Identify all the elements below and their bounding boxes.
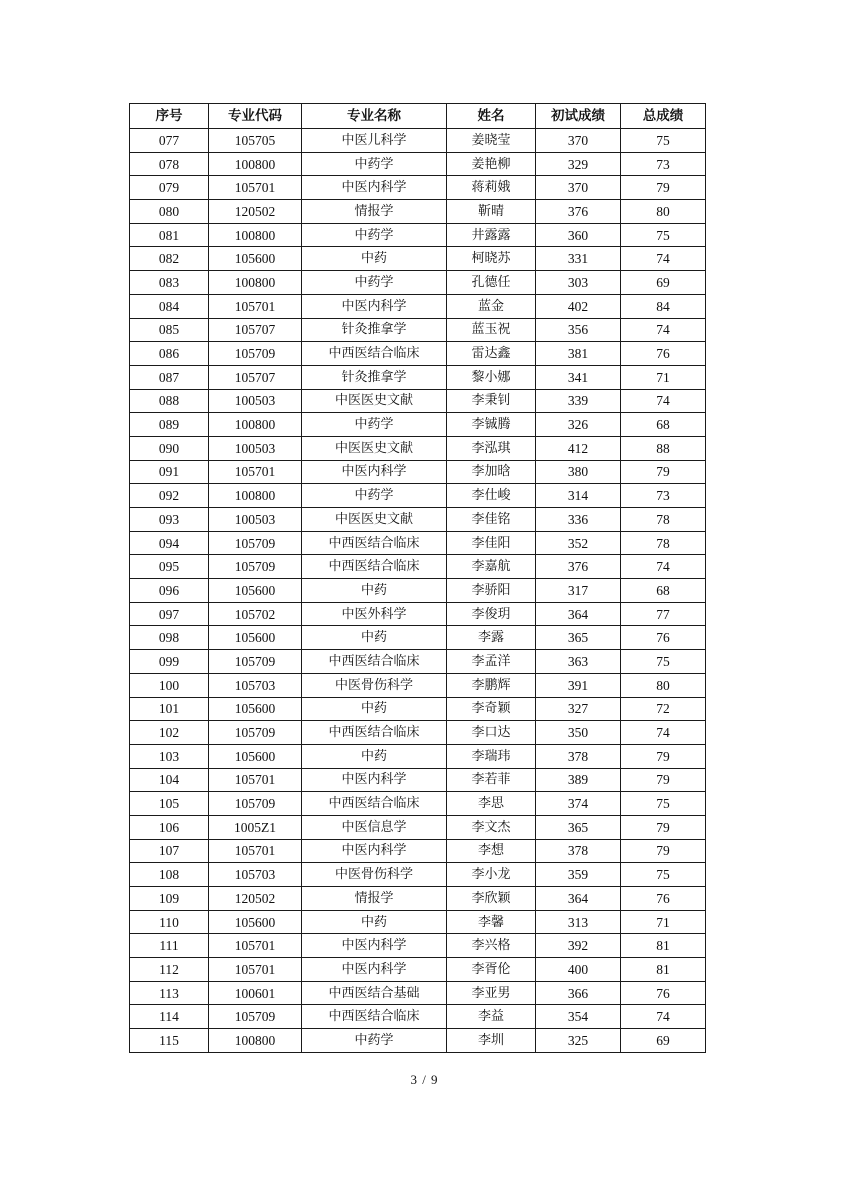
row-initial-score: 364: [536, 602, 621, 626]
row-student-name: 李小龙: [447, 863, 536, 887]
row-major-code: 120502: [209, 200, 302, 224]
row-total-score: 75: [621, 129, 706, 153]
row-seq: 092: [130, 484, 209, 508]
row-total-score: 69: [621, 1029, 706, 1053]
row-initial-score: 380: [536, 460, 621, 484]
row-major-name: 中西医结合临床: [302, 650, 447, 674]
row-major-code: 105705: [209, 129, 302, 153]
row-initial-score: 354: [536, 1005, 621, 1029]
table-row: [130, 1029, 706, 1053]
row-student-name: 李孟洋: [447, 650, 536, 674]
table-row: [130, 484, 706, 508]
table-row: [130, 839, 706, 863]
row-seq: 091: [130, 460, 209, 484]
table-row: [130, 365, 706, 389]
row-total-score: 81: [621, 958, 706, 982]
admission-score-table: [129, 103, 706, 1053]
row-major-code: 105600: [209, 626, 302, 650]
row-major-code: 100800: [209, 413, 302, 437]
row-major-name: 中医医史文献: [302, 389, 447, 413]
row-student-name: 黎小娜: [447, 365, 536, 389]
row-seq: 084: [130, 294, 209, 318]
table-row: [130, 129, 706, 153]
row-initial-score: 363: [536, 650, 621, 674]
row-total-score: 88: [621, 436, 706, 460]
row-major-code: 105709: [209, 342, 302, 366]
row-major-code: 105709: [209, 1005, 302, 1029]
table-row: [130, 887, 706, 911]
row-seq: 101: [130, 697, 209, 721]
row-initial-score: 350: [536, 721, 621, 745]
row-major-code: 105707: [209, 318, 302, 342]
row-initial-score: 389: [536, 768, 621, 792]
row-seq: 083: [130, 271, 209, 295]
row-student-name: 李瑞玮: [447, 744, 536, 768]
row-seq: 085: [130, 318, 209, 342]
row-seq: 095: [130, 555, 209, 579]
row-major-name: 中药学: [302, 413, 447, 437]
table-row: [130, 271, 706, 295]
row-total-score: 74: [621, 247, 706, 271]
row-initial-score: 341: [536, 365, 621, 389]
row-student-name: 李圳: [447, 1029, 536, 1053]
row-student-name: 李佳阳: [447, 531, 536, 555]
row-major-name: 中医内科学: [302, 768, 447, 792]
row-major-name: 中医内科学: [302, 460, 447, 484]
row-major-name: 中医内科学: [302, 839, 447, 863]
row-initial-score: 366: [536, 981, 621, 1005]
row-student-name: 姜晓莹: [447, 129, 536, 153]
row-initial-score: 392: [536, 934, 621, 958]
row-total-score: 76: [621, 981, 706, 1005]
table-row: [130, 958, 706, 982]
row-initial-score: 336: [536, 508, 621, 532]
row-total-score: 80: [621, 673, 706, 697]
row-major-code: 105600: [209, 910, 302, 934]
row-seq: 080: [130, 200, 209, 224]
page-number: 3 / 9: [410, 1072, 439, 1087]
row-total-score: 74: [621, 1005, 706, 1029]
table-row: [130, 247, 706, 271]
row-student-name: 李想: [447, 839, 536, 863]
row-student-name: 李露: [447, 626, 536, 650]
table-header-row: [130, 104, 706, 129]
row-major-code: 120502: [209, 887, 302, 911]
row-total-score: 68: [621, 579, 706, 603]
table-row: [130, 910, 706, 934]
table-row: [130, 294, 706, 318]
row-major-name: 中医骨伤科学: [302, 863, 447, 887]
row-major-code: 1005Z1: [209, 815, 302, 839]
table-row: [130, 413, 706, 437]
row-total-score: 79: [621, 460, 706, 484]
row-seq: 097: [130, 602, 209, 626]
row-student-name: 李加晗: [447, 460, 536, 484]
row-student-name: 雷达鑫: [447, 342, 536, 366]
row-student-name: 李仕峻: [447, 484, 536, 508]
row-seq: 104: [130, 768, 209, 792]
table-row: [130, 223, 706, 247]
row-initial-score: 376: [536, 555, 621, 579]
row-major-code: 105709: [209, 555, 302, 579]
row-student-name: 李嘉航: [447, 555, 536, 579]
table-row: [130, 436, 706, 460]
row-total-score: 84: [621, 294, 706, 318]
table-row: [130, 673, 706, 697]
row-student-name: 李思: [447, 792, 536, 816]
row-seq: 078: [130, 152, 209, 176]
row-major-name: 中医内科学: [302, 294, 447, 318]
table-row: [130, 697, 706, 721]
row-initial-score: 360: [536, 223, 621, 247]
row-major-code: 105701: [209, 958, 302, 982]
row-seq: 081: [130, 223, 209, 247]
row-seq: 115: [130, 1029, 209, 1053]
row-major-name: 中药学: [302, 271, 447, 295]
row-student-name: 李兴格: [447, 934, 536, 958]
row-major-code: 105709: [209, 792, 302, 816]
table-row: [130, 460, 706, 484]
row-major-name: 中药学: [302, 1029, 447, 1053]
row-initial-score: 339: [536, 389, 621, 413]
table-row: [130, 318, 706, 342]
row-initial-score: 381: [536, 342, 621, 366]
row-major-name: 中西医结合临床: [302, 555, 447, 579]
table-row: [130, 389, 706, 413]
row-total-score: 75: [621, 650, 706, 674]
table-row: [130, 815, 706, 839]
row-total-score: 76: [621, 342, 706, 366]
row-major-name: 中医骨伤科学: [302, 673, 447, 697]
row-major-code: 105600: [209, 744, 302, 768]
row-major-name: 针灸推拿学: [302, 318, 447, 342]
row-major-name: 中药: [302, 910, 447, 934]
row-initial-score: 370: [536, 129, 621, 153]
table-row: [130, 602, 706, 626]
row-student-name: 姜艳柳: [447, 152, 536, 176]
row-total-score: 71: [621, 365, 706, 389]
row-total-score: 74: [621, 389, 706, 413]
row-total-score: 77: [621, 602, 706, 626]
row-seq: 090: [130, 436, 209, 460]
row-student-name: 靳晴: [447, 200, 536, 224]
row-student-name: 李佳铭: [447, 508, 536, 532]
table-row: [130, 555, 706, 579]
row-total-score: 73: [621, 152, 706, 176]
row-student-name: 蒋莉娥: [447, 176, 536, 200]
row-initial-score: 412: [536, 436, 621, 460]
row-total-score: 69: [621, 271, 706, 295]
row-student-name: 孔德任: [447, 271, 536, 295]
row-initial-score: 325: [536, 1029, 621, 1053]
row-major-name: 中西医结合基础: [302, 981, 447, 1005]
table-row: [130, 981, 706, 1005]
row-total-score: 74: [621, 318, 706, 342]
row-student-name: 李铖腾: [447, 413, 536, 437]
row-major-name: 中西医结合临床: [302, 531, 447, 555]
table-row: [130, 626, 706, 650]
row-seq: 079: [130, 176, 209, 200]
table-row: [130, 863, 706, 887]
row-major-code: 105701: [209, 839, 302, 863]
row-initial-score: 314: [536, 484, 621, 508]
row-total-score: 81: [621, 934, 706, 958]
row-total-score: 75: [621, 223, 706, 247]
row-total-score: 76: [621, 887, 706, 911]
row-initial-score: 356: [536, 318, 621, 342]
row-major-name: 中药: [302, 744, 447, 768]
table-row: [130, 768, 706, 792]
table-row: [130, 200, 706, 224]
row-major-name: 中药: [302, 579, 447, 603]
row-seq: 108: [130, 863, 209, 887]
row-seq: 086: [130, 342, 209, 366]
row-student-name: 李口达: [447, 721, 536, 745]
header-major-name: 专业名称: [302, 104, 447, 129]
row-major-code: 105701: [209, 460, 302, 484]
row-major-code: 100800: [209, 152, 302, 176]
row-total-score: 80: [621, 200, 706, 224]
header-student-name: 姓名: [447, 104, 536, 129]
row-major-code: 100800: [209, 223, 302, 247]
row-seq: 077: [130, 129, 209, 153]
row-seq: 082: [130, 247, 209, 271]
table-body: [130, 129, 706, 1053]
row-student-name: 李益: [447, 1005, 536, 1029]
row-total-score: 79: [621, 744, 706, 768]
row-major-code: 105709: [209, 650, 302, 674]
row-major-code: 105702: [209, 602, 302, 626]
row-major-code: 105703: [209, 863, 302, 887]
row-initial-score: 376: [536, 200, 621, 224]
table-row: [130, 342, 706, 366]
row-major-name: 中医信息学: [302, 815, 447, 839]
row-major-name: 中西医结合临床: [302, 721, 447, 745]
row-seq: 087: [130, 365, 209, 389]
row-major-code: 105701: [209, 176, 302, 200]
row-total-score: 68: [621, 413, 706, 437]
row-seq: 109: [130, 887, 209, 911]
table-row: [130, 1005, 706, 1029]
row-total-score: 72: [621, 697, 706, 721]
row-total-score: 79: [621, 768, 706, 792]
row-major-code: 105709: [209, 721, 302, 745]
row-total-score: 76: [621, 626, 706, 650]
row-total-score: 79: [621, 815, 706, 839]
table-row: [130, 792, 706, 816]
row-major-code: 100503: [209, 436, 302, 460]
row-initial-score: 352: [536, 531, 621, 555]
row-student-name: 井露露: [447, 223, 536, 247]
table-row: [130, 650, 706, 674]
row-major-code: 105701: [209, 294, 302, 318]
row-seq: 093: [130, 508, 209, 532]
row-student-name: 蓝玉祝: [447, 318, 536, 342]
table-row: [130, 721, 706, 745]
row-major-name: 中医内科学: [302, 958, 447, 982]
row-major-name: 中西医结合临床: [302, 342, 447, 366]
row-major-name: 中医内科学: [302, 934, 447, 958]
row-student-name: 李欣颖: [447, 887, 536, 911]
row-initial-score: 365: [536, 626, 621, 650]
row-student-name: 李俊玥: [447, 602, 536, 626]
header-total-score: 总成绩: [621, 104, 706, 129]
table-row: [130, 579, 706, 603]
row-student-name: 李泓琪: [447, 436, 536, 460]
row-initial-score: 374: [536, 792, 621, 816]
row-initial-score: 326: [536, 413, 621, 437]
row-seq: 111: [130, 934, 209, 958]
row-initial-score: 402: [536, 294, 621, 318]
row-seq: 099: [130, 650, 209, 674]
row-major-name: 中药学: [302, 223, 447, 247]
row-major-code: 105701: [209, 768, 302, 792]
row-total-score: 75: [621, 792, 706, 816]
row-major-code: 100800: [209, 484, 302, 508]
table-row: [130, 934, 706, 958]
row-student-name: 李鹏辉: [447, 673, 536, 697]
row-major-code: 105600: [209, 697, 302, 721]
row-major-name: 中医医史文献: [302, 436, 447, 460]
row-student-name: 李文杰: [447, 815, 536, 839]
header-initial-score: 初试成绩: [536, 104, 621, 129]
row-major-code: 105600: [209, 247, 302, 271]
row-seq: 102: [130, 721, 209, 745]
row-initial-score: 303: [536, 271, 621, 295]
row-initial-score: 317: [536, 579, 621, 603]
row-seq: 100: [130, 673, 209, 697]
table-row: [130, 152, 706, 176]
row-total-score: 71: [621, 910, 706, 934]
row-initial-score: 327: [536, 697, 621, 721]
table-row: [130, 531, 706, 555]
row-total-score: 74: [621, 721, 706, 745]
row-major-name: 中药: [302, 626, 447, 650]
row-student-name: 李奇颖: [447, 697, 536, 721]
row-initial-score: 329: [536, 152, 621, 176]
row-major-code: 105701: [209, 934, 302, 958]
table-row: [130, 176, 706, 200]
row-initial-score: 359: [536, 863, 621, 887]
row-student-name: 李秉钊: [447, 389, 536, 413]
row-seq: 113: [130, 981, 209, 1005]
row-seq: 088: [130, 389, 209, 413]
row-initial-score: 313: [536, 910, 621, 934]
row-major-name: 中西医结合临床: [302, 792, 447, 816]
row-student-name: 柯晓苏: [447, 247, 536, 271]
row-major-code: 100601: [209, 981, 302, 1005]
row-seq: 094: [130, 531, 209, 555]
row-seq: 112: [130, 958, 209, 982]
row-seq: 110: [130, 910, 209, 934]
row-major-code: 100503: [209, 389, 302, 413]
row-initial-score: 364: [536, 887, 621, 911]
row-initial-score: 400: [536, 958, 621, 982]
row-major-name: 中医儿科学: [302, 129, 447, 153]
row-major-code: 105600: [209, 579, 302, 603]
row-major-code: 105707: [209, 365, 302, 389]
row-seq: 107: [130, 839, 209, 863]
table-row: [130, 508, 706, 532]
row-major-name: 中药学: [302, 484, 447, 508]
row-total-score: 75: [621, 863, 706, 887]
row-major-name: 中医外科学: [302, 602, 447, 626]
row-major-name: 中药: [302, 697, 447, 721]
row-initial-score: 370: [536, 176, 621, 200]
row-total-score: 78: [621, 531, 706, 555]
row-major-name: 中医内科学: [302, 176, 447, 200]
row-major-name: 情报学: [302, 200, 447, 224]
row-seq: 098: [130, 626, 209, 650]
row-initial-score: 391: [536, 673, 621, 697]
row-major-code: 100800: [209, 271, 302, 295]
row-major-name: 针灸推拿学: [302, 365, 447, 389]
row-seq: 089: [130, 413, 209, 437]
row-initial-score: 331: [536, 247, 621, 271]
row-total-score: 73: [621, 484, 706, 508]
row-student-name: 蓝金: [447, 294, 536, 318]
row-initial-score: 378: [536, 744, 621, 768]
row-seq: 105: [130, 792, 209, 816]
row-total-score: 79: [621, 176, 706, 200]
row-major-name: 中医医史文献: [302, 508, 447, 532]
row-seq: 103: [130, 744, 209, 768]
row-major-code: 100800: [209, 1029, 302, 1053]
row-student-name: 李馨: [447, 910, 536, 934]
table-row: [130, 744, 706, 768]
row-student-name: 李胥伦: [447, 958, 536, 982]
row-major-code: 105709: [209, 531, 302, 555]
row-major-name: 情报学: [302, 887, 447, 911]
row-major-name: 中药学: [302, 152, 447, 176]
row-major-name: 中西医结合临床: [302, 1005, 447, 1029]
header-seq: 序号: [130, 104, 209, 129]
row-major-name: 中药: [302, 247, 447, 271]
row-total-score: 78: [621, 508, 706, 532]
row-major-code: 100503: [209, 508, 302, 532]
row-student-name: 李骄阳: [447, 579, 536, 603]
row-total-score: 74: [621, 555, 706, 579]
row-student-name: 李亚男: [447, 981, 536, 1005]
row-seq: 096: [130, 579, 209, 603]
row-major-code: 105703: [209, 673, 302, 697]
row-total-score: 79: [621, 839, 706, 863]
header-major-code: 专业代码: [209, 104, 302, 129]
row-seq: 106: [130, 815, 209, 839]
row-initial-score: 378: [536, 839, 621, 863]
row-initial-score: 365: [536, 815, 621, 839]
row-seq: 114: [130, 1005, 209, 1029]
row-student-name: 李若菲: [447, 768, 536, 792]
